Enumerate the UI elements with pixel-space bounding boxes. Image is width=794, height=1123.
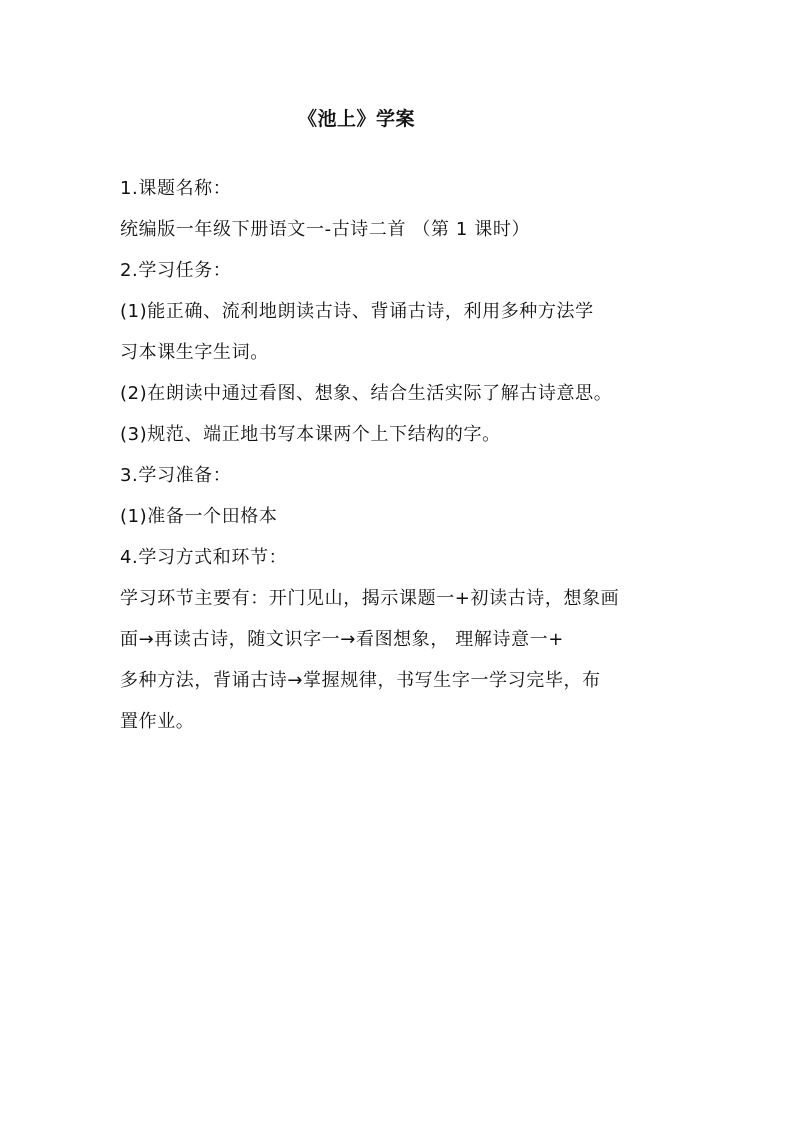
method-text-line-3: 多种方法，背诵古诗→掌握规律，书写生字一学习完毕，布 bbox=[120, 670, 601, 691]
preparation-item-1: (1)准备一个田格本 bbox=[120, 506, 278, 527]
task-item-2: (2)在朗读中通过看图、想象、结合生活实际了解古诗意思。 bbox=[120, 383, 613, 404]
topic-text: 统编版一年级下册语文一-古诗二首 （第 1 课时） bbox=[120, 219, 531, 240]
task-item-1-line-1: (1)能正确、流利地朗读古诗、背诵古诗，利用多种方法学 bbox=[120, 301, 594, 322]
document-body bbox=[120, 168, 700, 742]
task-item-3: (3)规范、端正地书写本课两个上下结构的字。 bbox=[120, 424, 501, 445]
method-text-line-2: 面→再读古诗，随文识字一→看图想象， 理解诗意一+ bbox=[120, 629, 564, 650]
document-title: 《池上》学案 bbox=[298, 108, 416, 130]
section-heading-method: 4.学习方式和环节： bbox=[120, 547, 288, 568]
task-item-1-line-2: 习本课生字生词。 bbox=[120, 342, 269, 363]
method-text-line-4: 置作业。 bbox=[120, 711, 195, 732]
method-text-line-1: 学习环节主要有：开门见山，揭示课题一+初读古诗，想象画 bbox=[120, 588, 620, 609]
section-heading-tasks: 2.学习任务： bbox=[120, 260, 232, 281]
section-heading-preparation: 3.学习准备： bbox=[120, 465, 232, 486]
section-heading-topic: 1.课题名称： bbox=[120, 178, 232, 199]
